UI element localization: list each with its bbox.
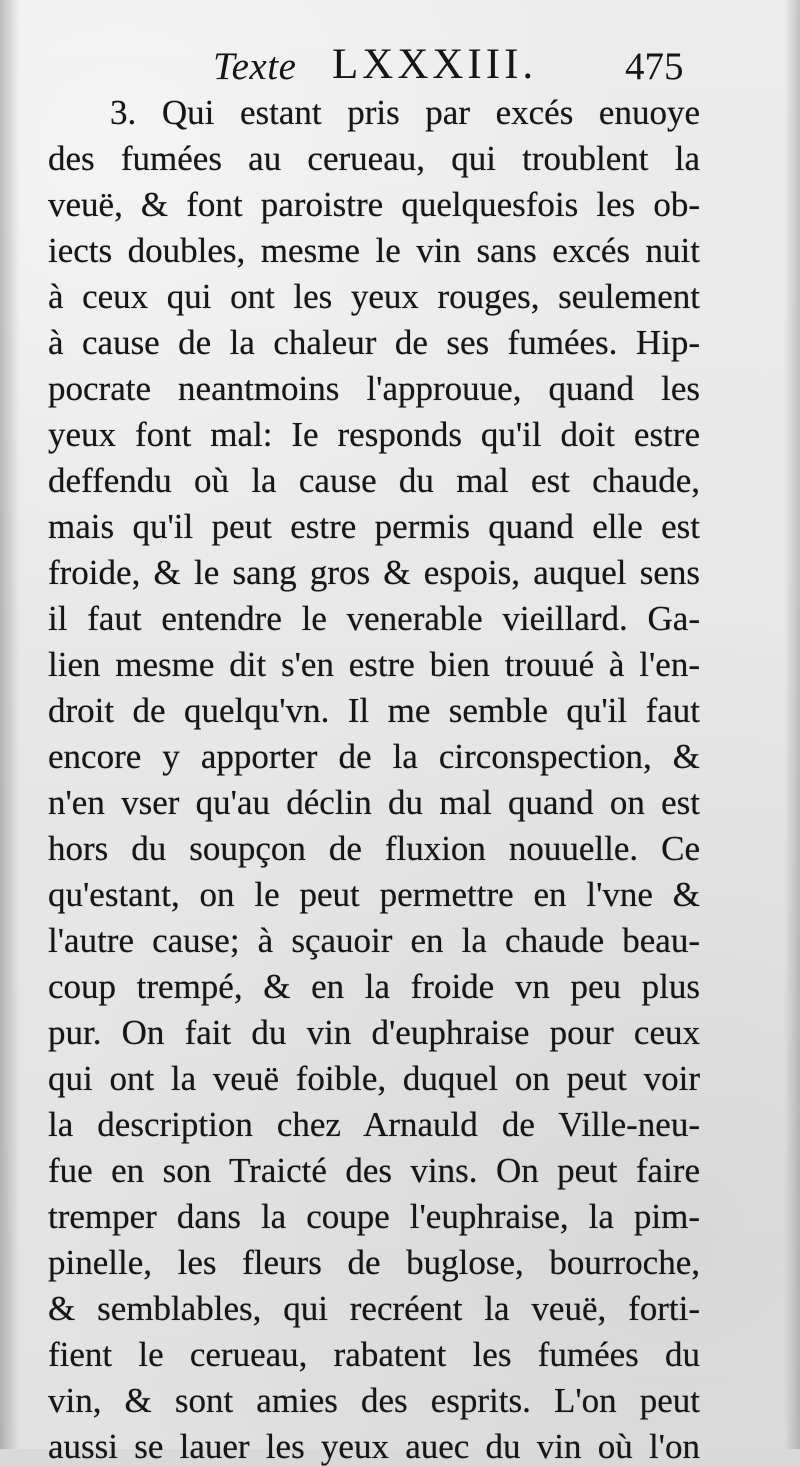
text-line: pinelle, les fleurs de buglose, bourroche, — [48, 1244, 700, 1282]
text-line: qui ont la veuë foible, duquel on peut voir — [48, 1060, 700, 1098]
page-body-text — [48, 94, 708, 1466]
text-line: fient le cerueau, rabatent les fumées du — [48, 1336, 700, 1374]
text-line: veuë, & font paroistre quelquesfois les ob- — [48, 186, 700, 224]
text-line: n'en vser qu'au déclin du mal quand on est — [48, 784, 700, 822]
text-line: l'autre cause; à sçauoir en la chaude beau- — [48, 922, 700, 960]
running-head — [205, 34, 705, 92]
text-line: coup trempé, & en la froide vn peu plus — [48, 968, 700, 1006]
text-line: 3. Qui estant pris par excés enuoye — [110, 94, 700, 132]
text-line: pur. On fait du vin d'euphraise pour ceux — [48, 1014, 700, 1052]
text-line: à ceux qui ont les yeux rouges, seulement — [48, 278, 700, 316]
right-page-shadow — [784, 0, 800, 1449]
text-line: hors du soupçon de fluxion nouuelle. Ce — [48, 830, 700, 868]
text-line: il faut entendre le venerable vieillard. Ga- — [48, 600, 700, 638]
text-line: yeux font mal: Ie responds qu'il doit estre — [48, 416, 700, 454]
text-line: la description chez Arnauld de Ville-neu- — [48, 1106, 700, 1144]
text-line: lien mesme dit s'en estre bien trouué à l'en- — [48, 646, 700, 684]
text-line: encore y apporter de la circonspection, & — [48, 738, 700, 776]
text-line: pocrate neantmoins l'approuue, quand les — [48, 370, 700, 408]
running-head-section: LXXXIII. — [332, 41, 538, 88]
text-line: mais qu'il peut estre permis quand elle est — [48, 508, 700, 546]
text-line: à cause de la chaleur de ses fumées. Hip- — [48, 324, 700, 362]
text-line: tremper dans la coupe l'euphraise, la pim- — [48, 1198, 700, 1236]
text-line: fue en son Traicté des vins. On peut faire — [48, 1152, 700, 1190]
page-number: 475 — [625, 45, 684, 88]
left-page-shadow — [0, 0, 20, 1449]
running-head-word: Texte — [213, 45, 297, 88]
text-line: droit de quelqu'vn. Il me semble qu'il faut — [48, 692, 700, 730]
text-line: aussi se lauer les yeux auec du vin où l'on — [48, 1428, 700, 1466]
text-line: deffendu où la cause du mal est chaude, — [48, 462, 700, 500]
text-line: froide, & le sang gros & espois, auquel sens — [48, 554, 700, 592]
text-line: qu'estant, on le peut permettre en l'vne & — [48, 876, 700, 914]
text-line: & semblables, qui recréent la veuë, forti- — [48, 1290, 700, 1328]
text-line: iects doubles, mesme le vin sans excés nuit — [48, 232, 700, 270]
text-line: des fumées au cerueau, qui troublent la — [48, 140, 700, 178]
text-line: vin, & sont amies des esprits. L'on peut — [48, 1382, 700, 1420]
